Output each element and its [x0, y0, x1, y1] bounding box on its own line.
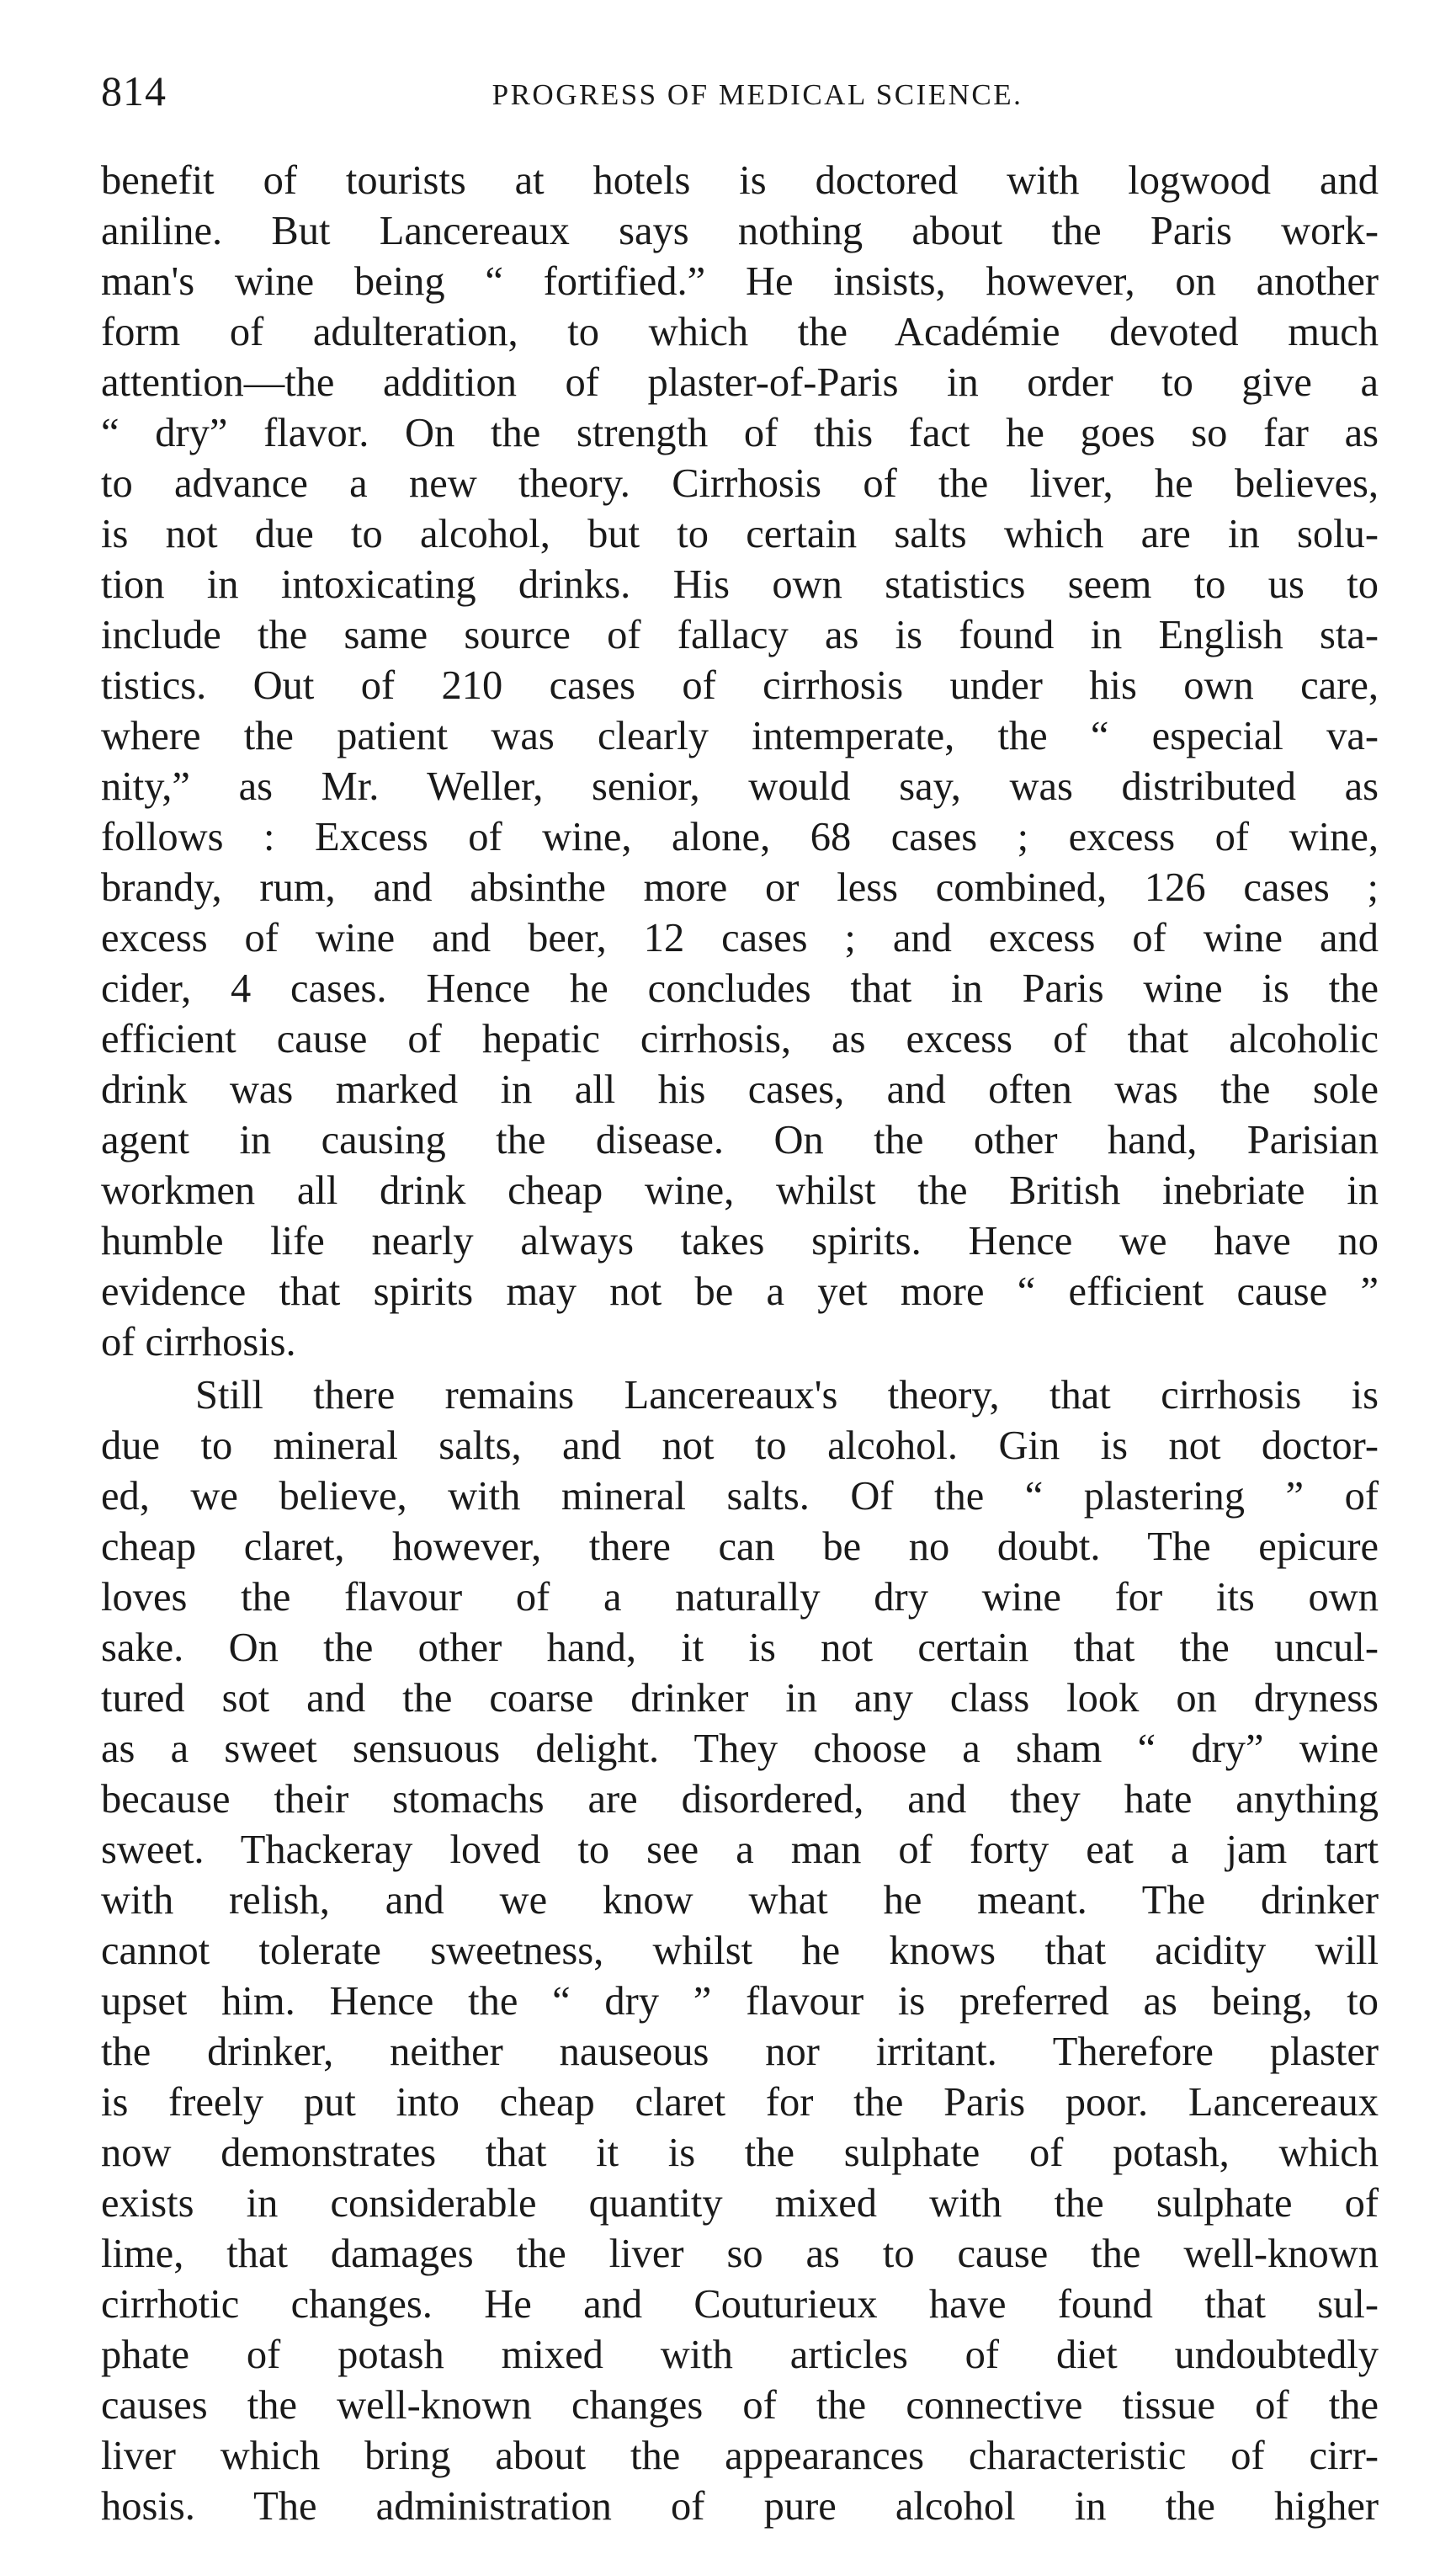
text-line: drink was marked in all his cases, and often was the sole [101, 1067, 1379, 1112]
text-line: cider, 4 cases. Hence he concludes that in Paris wine is the [101, 966, 1379, 1011]
text-line: man's wine being “ fortified.” He insists, however, on another [101, 259, 1379, 304]
text-line: ed, we believe, with mineral salts. Of the “ plastering ” of [101, 1474, 1379, 1519]
text-line: cheap claret, however, there can be no doubt. The epicure [101, 1524, 1379, 1569]
text-line: evidence that spirits may not be a yet more “ efficient cause ” [101, 1269, 1379, 1314]
text-line: tistics. Out of 210 cases of cirrhosis under his own care, [101, 663, 1379, 708]
text-line: “ dry” flavor. On the strength of this fact he goes so far as [101, 411, 1379, 455]
text-line: sake. On the other hand, it is not certain that the uncul- [101, 1625, 1379, 1670]
text-line: brandy, rum, and absinthe more or less combined, 126 cases ; [101, 865, 1379, 910]
text-line: cannot tolerate sweetness, whilst he knows that acidity will [101, 1929, 1379, 1973]
text-line: nity,” as Mr. Weller, senior, would say, was distributed as [101, 764, 1379, 809]
text-line: humble life nearly always takes spirits. Hence we have no [101, 1219, 1379, 1264]
text-line: efficient cause of hepatic cirrhosis, as excess of that alcoholic [101, 1017, 1379, 1061]
running-title: PROGRESS OF MEDICAL SCIENCE. [492, 78, 1023, 111]
text-line: excess of wine and beer, 12 cases ; and excess of wine and [101, 916, 1379, 960]
text-line: liver which bring about the appearances characteristic of cirr- [101, 2434, 1379, 2478]
text-line: due to mineral salts, and not to alcohol. Gin is not doctor- [101, 1423, 1379, 1468]
text-line: is not due to alcohol, but to certain salts which are in solu- [101, 512, 1379, 556]
text-line: cirrhotic changes. He and Couturieux have found that sul- [101, 2282, 1379, 2327]
text-line: Still there remains Lancereaux's theory, that cirrhosis is [195, 1373, 1379, 1418]
text-line: now demonstrates that it is the sulphate of potash, which [101, 2131, 1379, 2175]
text-line: the drinker, neither nauseous nor irritant. Therefore plaster [101, 2030, 1379, 2074]
running-head [101, 66, 1380, 133]
text-line: as a sweet sensuous delight. They choose a sham “ dry” wine [101, 1726, 1379, 1771]
text-line: is freely put into cheap claret for the Paris poor. Lancereaux [101, 2080, 1379, 2125]
text-line: upset him. Hence the “ dry ” flavour is preferred as being, to [101, 1979, 1379, 2024]
text-line: exists in considerable quantity mixed with the sulphate of [101, 2181, 1379, 2226]
text-line: causes the well-known changes of the connective tissue of the [101, 2383, 1379, 2428]
text-line: because their stomachs are disordered, and they hate anything [101, 1777, 1379, 1822]
text-line: to advance a new theory. Cirrhosis of the liver, he believes, [101, 461, 1379, 506]
text-line: benefit of tourists at hotels is doctored with logwood and [101, 158, 1379, 203]
text-line: agent in causing the disease. On the other hand, Parisian [101, 1118, 1379, 1162]
text-line: tured sot and the coarse drinker in any class look on dryness [101, 1676, 1379, 1721]
text-line: hosis. The administration of pure alcohol in the higher [101, 2484, 1379, 2529]
page-number: 814 [101, 67, 167, 114]
text-line: aniline. But Lancereaux says nothing about the Paris work- [101, 209, 1379, 253]
text-line: with relish, and we know what he meant. The drinker [101, 1878, 1379, 1923]
text-line: sweet. Thackeray loved to see a man of forty eat a jam tart [101, 1827, 1379, 1872]
text-line: workmen all drink cheap wine, whilst the British inebriate in [101, 1168, 1379, 1213]
text-line: loves the flavour of a naturally dry wine for its own [101, 1575, 1379, 1620]
text-line: phate of potash mixed with articles of diet undoubtedly [101, 2333, 1379, 2377]
text-line: form of adulteration, to which the Académie devoted much [101, 310, 1379, 354]
text-line: of cirrhosis. [101, 1320, 296, 1365]
text-line: lime, that damages the liver so as to cause the well-known [101, 2232, 1379, 2276]
text-line: follows : Excess of wine, alone, 68 cases ; excess of wine, [101, 815, 1379, 859]
text-line: include the same source of fallacy as is found in English sta- [101, 613, 1379, 657]
text-line: tion in intoxicating drinks. His own statistics seem to us to [101, 562, 1379, 607]
text-line: where the patient was clearly intemperate, the “ especial va- [101, 714, 1379, 758]
text-line: attention—the addition of plaster-of-Paris in order to give a [101, 360, 1379, 405]
